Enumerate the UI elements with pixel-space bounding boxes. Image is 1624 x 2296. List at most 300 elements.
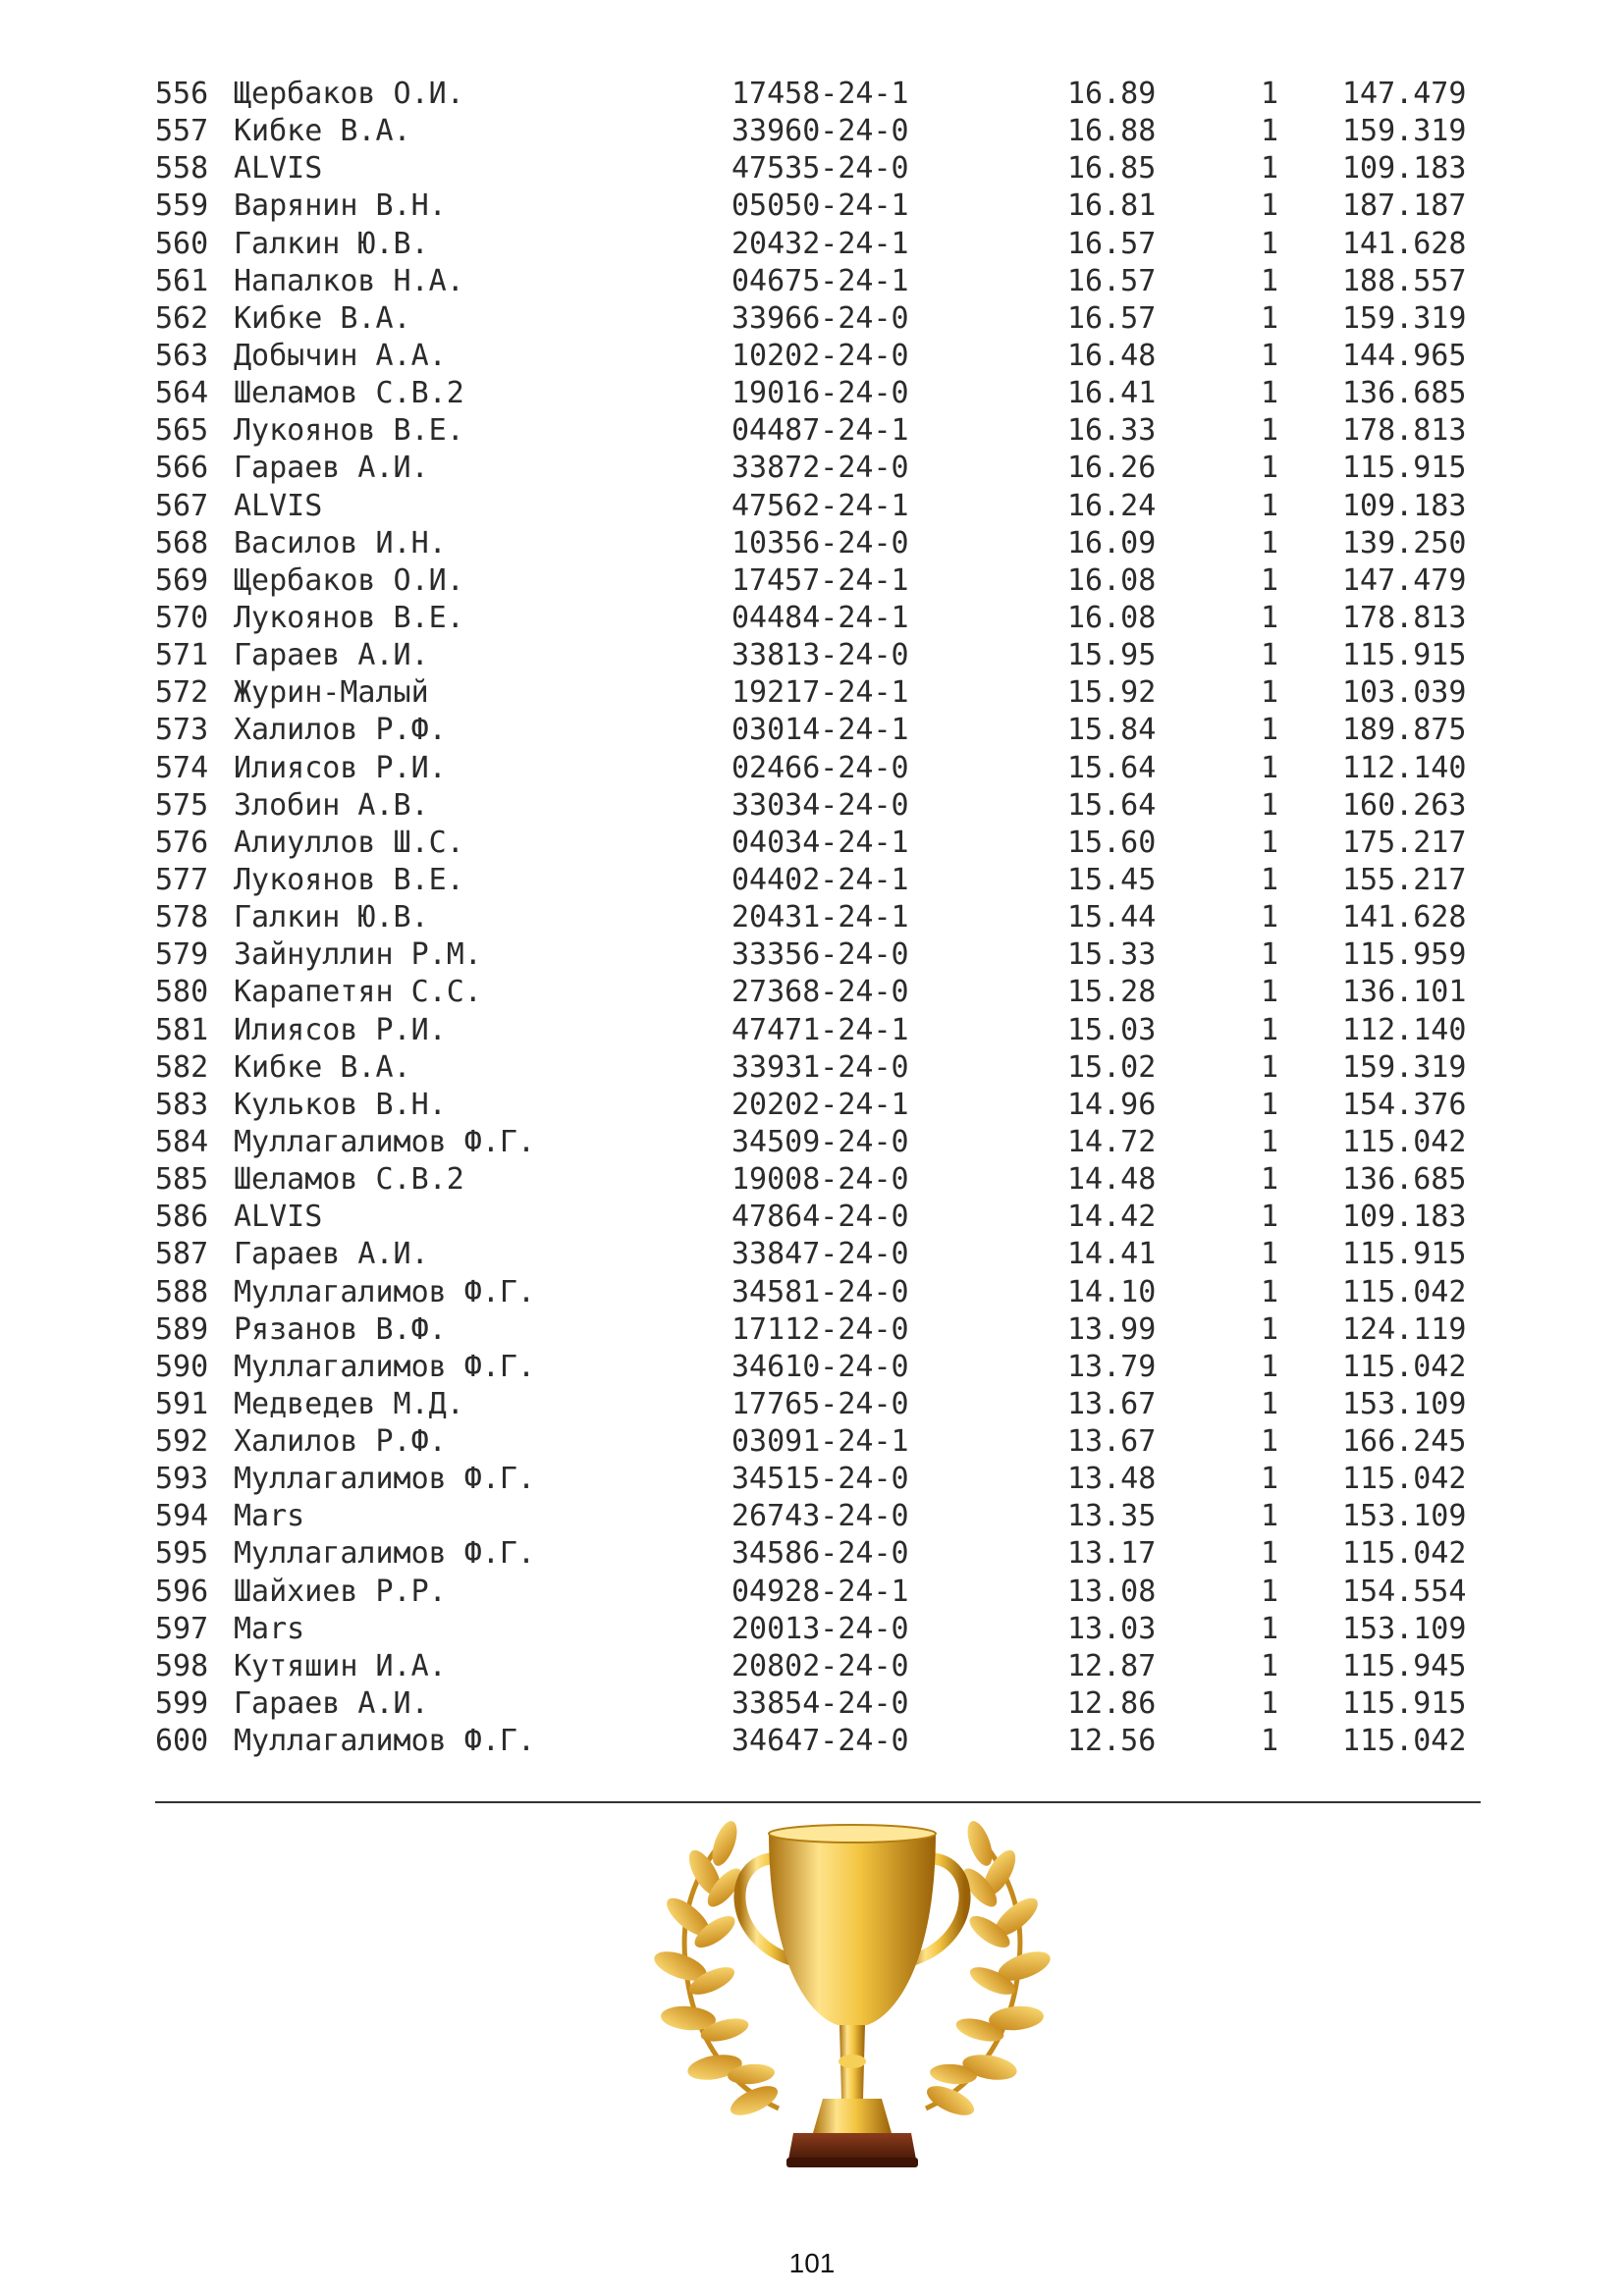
result-num: 579: [155, 937, 209, 973]
result-rating: 115.042: [1342, 1724, 1467, 1759]
result-row: [155, 1274, 1481, 1311]
result-code: 47535-24-0: [731, 151, 909, 187]
separator-line: [155, 1801, 1481, 1803]
result-code: 27368-24-0: [731, 975, 909, 1010]
result-count: 1: [1261, 1648, 1279, 1683]
result-count: 1: [1261, 1124, 1279, 1159]
result-row: [155, 1461, 1481, 1498]
result-rating: 153.109: [1342, 1386, 1467, 1421]
result-row: [155, 375, 1481, 412]
result-score: 13.17: [1067, 1536, 1157, 1572]
result-name: Mars: [234, 1611, 305, 1646]
result-score: 16.81: [1067, 188, 1157, 224]
result-score: 15.64: [1067, 750, 1157, 785]
result-code: 04928-24-1: [731, 1574, 909, 1609]
result-num: 593: [155, 1462, 209, 1497]
result-score: 16.09: [1067, 525, 1157, 561]
result-name: Зайнуллин Р.М.: [234, 937, 482, 973]
result-code: 47864-24-0: [731, 1200, 909, 1235]
result-count: 1: [1261, 376, 1279, 411]
result-num: 560: [155, 226, 209, 261]
result-rating: 144.965: [1342, 338, 1467, 373]
result-name: Лукоянов В.Е.: [234, 862, 464, 897]
result-name: Алиуллов Ш.С.: [234, 825, 464, 860]
result-num: 566: [155, 451, 209, 486]
result-row: [155, 1087, 1481, 1124]
result-name: Лукоянов В.Е.: [234, 413, 464, 449]
result-name: Василов И.Н.: [234, 525, 447, 561]
result-code: 47562-24-1: [731, 488, 909, 523]
result-name: Рязанов В.Ф.: [234, 1311, 447, 1347]
result-num: 582: [155, 1049, 209, 1085]
result-score: 14.42: [1067, 1200, 1157, 1235]
result-score: 16.08: [1067, 562, 1157, 598]
result-row: [155, 1049, 1481, 1087]
result-rating: 178.813: [1342, 600, 1467, 635]
result-name: Шеламов С.В.2: [234, 1162, 464, 1198]
result-code: 04034-24-1: [731, 825, 909, 860]
result-code: 03091-24-1: [731, 1424, 909, 1460]
result-name: ALVIS: [234, 151, 323, 187]
result-name: Муллагалимов Ф.Г.: [234, 1274, 536, 1309]
result-code: 34581-24-0: [731, 1274, 909, 1309]
result-count: 1: [1261, 188, 1279, 224]
result-count: 1: [1261, 562, 1279, 598]
result-count: 1: [1261, 114, 1279, 149]
result-count: 1: [1261, 525, 1279, 561]
result-score: 15.33: [1067, 937, 1157, 973]
result-count: 1: [1261, 862, 1279, 897]
result-code: 19016-24-0: [731, 376, 909, 411]
result-rating: 115.042: [1342, 1536, 1467, 1572]
result-code: 33960-24-0: [731, 114, 909, 149]
result-num: 583: [155, 1087, 209, 1122]
result-name: Медведев М.Д.: [234, 1386, 464, 1421]
result-num: 558: [155, 151, 209, 187]
result-rating: 159.319: [1342, 1049, 1467, 1085]
result-count: 1: [1261, 1049, 1279, 1085]
result-name: Кутяшин И.А.: [234, 1648, 447, 1683]
result-score: 13.35: [1067, 1499, 1157, 1534]
result-num: 572: [155, 675, 209, 711]
result-row: [155, 936, 1481, 974]
result-code: 17112-24-0: [731, 1311, 909, 1347]
result-code: 19008-24-0: [731, 1162, 909, 1198]
result-num: 568: [155, 525, 209, 561]
result-score: 15.64: [1067, 787, 1157, 823]
result-row: [155, 338, 1481, 375]
result-score: 12.87: [1067, 1648, 1157, 1683]
result-row: [155, 1723, 1481, 1760]
result-rating: 141.628: [1342, 226, 1467, 261]
result-count: 1: [1261, 1611, 1279, 1646]
result-count: 1: [1261, 713, 1279, 748]
result-rating: 112.140: [1342, 1012, 1467, 1047]
result-count: 1: [1261, 600, 1279, 635]
result-num: 596: [155, 1574, 209, 1609]
result-name: Варянин В.Н.: [234, 188, 447, 224]
result-num: 565: [155, 413, 209, 449]
result-score: 16.89: [1067, 77, 1157, 111]
page-number: 101: [788, 2248, 836, 2278]
result-count: 1: [1261, 1574, 1279, 1609]
result-num: 589: [155, 1311, 209, 1347]
result-code: 20202-24-1: [731, 1087, 909, 1122]
result-code: 20431-24-1: [731, 900, 909, 935]
result-row: [155, 1423, 1481, 1461]
result-score: 16.26: [1067, 451, 1157, 486]
result-score: 13.67: [1067, 1424, 1157, 1460]
result-row: [155, 974, 1481, 1011]
result-count: 1: [1261, 675, 1279, 711]
result-count: 1: [1261, 338, 1279, 373]
result-code: 17457-24-1: [731, 562, 909, 598]
result-rating: 115.915: [1342, 1686, 1467, 1722]
result-name: Кульков В.Н.: [234, 1087, 447, 1122]
result-name: Муллагалимов Ф.Г.: [234, 1124, 536, 1159]
result-code: 33854-24-0: [731, 1686, 909, 1722]
result-num: 591: [155, 1386, 209, 1421]
result-row: [155, 562, 1481, 600]
result-score: 12.56: [1067, 1724, 1157, 1759]
result-rating: 154.554: [1342, 1574, 1467, 1609]
result-name: Кибке В.А.: [234, 114, 411, 149]
result-name: Илиясов Р.И.: [234, 1012, 447, 1047]
result-rating: 141.628: [1342, 900, 1467, 935]
result-name: ALVIS: [234, 488, 323, 523]
result-rating: 112.140: [1342, 750, 1467, 785]
result-num: 570: [155, 600, 209, 635]
result-code: 47471-24-1: [731, 1012, 909, 1047]
result-num: 574: [155, 750, 209, 785]
result-rating: 153.109: [1342, 1611, 1467, 1646]
result-rating: 115.915: [1342, 1237, 1467, 1272]
result-row: [155, 1648, 1481, 1685]
result-row: [155, 450, 1481, 487]
results-list: [155, 76, 1481, 1760]
result-count: 1: [1261, 825, 1279, 860]
result-score: 14.41: [1067, 1237, 1157, 1272]
result-score: 13.79: [1067, 1349, 1157, 1384]
result-count: 1: [1261, 900, 1279, 935]
result-row: [155, 1685, 1481, 1723]
result-name: Кибке В.А.: [234, 1049, 411, 1085]
result-row: [155, 1498, 1481, 1535]
result-score: 15.02: [1067, 1049, 1157, 1085]
result-rating: 136.685: [1342, 1162, 1467, 1198]
result-count: 1: [1261, 787, 1279, 823]
result-num: 599: [155, 1686, 209, 1722]
result-score: 16.57: [1067, 300, 1157, 336]
result-num: 584: [155, 1124, 209, 1159]
result-rating: 136.685: [1342, 376, 1467, 411]
result-rating: 187.187: [1342, 188, 1467, 224]
result-rating: 159.319: [1342, 300, 1467, 336]
result-count: 1: [1261, 1274, 1279, 1309]
result-name: Халилов Р.Ф.: [234, 713, 447, 748]
result-score: 14.48: [1067, 1162, 1157, 1198]
result-count: 1: [1261, 1686, 1279, 1722]
result-code: 20432-24-1: [731, 226, 909, 261]
result-name: Галкин Ю.В.: [234, 226, 429, 261]
result-count: 1: [1261, 1349, 1279, 1384]
result-row: [155, 1386, 1481, 1423]
result-count: 1: [1261, 937, 1279, 973]
result-count: 1: [1261, 1536, 1279, 1572]
result-row: [155, 600, 1481, 637]
result-num: 580: [155, 975, 209, 1010]
result-num: 590: [155, 1349, 209, 1384]
result-rating: 160.263: [1342, 787, 1467, 823]
result-num: 598: [155, 1648, 209, 1683]
result-name: Галкин Ю.В.: [234, 900, 429, 935]
result-row: [155, 862, 1481, 899]
result-count: 1: [1261, 1200, 1279, 1235]
result-num: 575: [155, 787, 209, 823]
result-count: 1: [1261, 226, 1279, 261]
result-num: 594: [155, 1499, 209, 1534]
result-name: Гараев А.И.: [234, 638, 429, 673]
result-code: 34515-24-0: [731, 1462, 909, 1497]
result-name: Муллагалимов Ф.Г.: [234, 1724, 536, 1759]
result-name: Шайхиев Р.Р.: [234, 1574, 447, 1609]
result-score: 15.84: [1067, 713, 1157, 748]
result-score: 13.99: [1067, 1311, 1157, 1347]
result-row: [155, 1124, 1481, 1161]
result-num: 587: [155, 1237, 209, 1272]
result-code: 10356-24-0: [731, 525, 909, 561]
result-score: 16.57: [1067, 263, 1157, 298]
result-row: [155, 750, 1481, 787]
result-row: [155, 637, 1481, 674]
result-count: 1: [1261, 1724, 1279, 1759]
result-rating: 178.813: [1342, 413, 1467, 449]
result-score: 16.85: [1067, 151, 1157, 187]
result-num: 561: [155, 263, 209, 298]
result-score: 14.10: [1067, 1274, 1157, 1309]
result-rating: 115.042: [1342, 1462, 1467, 1497]
result-num: 569: [155, 562, 209, 598]
result-code: 34647-24-0: [731, 1724, 909, 1759]
result-rating: 103.039: [1342, 675, 1467, 711]
result-code: 33931-24-0: [731, 1049, 909, 1085]
result-row: [155, 525, 1481, 562]
result-row: [155, 1161, 1481, 1199]
result-name: Гараев А.И.: [234, 451, 429, 486]
result-count: 1: [1261, 300, 1279, 336]
result-name: Журин-Малый: [234, 675, 429, 711]
result-code: 33847-24-0: [731, 1237, 909, 1272]
result-num: 567: [155, 488, 209, 523]
result-name: Карапетян С.С.: [234, 975, 482, 1010]
result-code: 26743-24-0: [731, 1499, 909, 1534]
result-code: 04675-24-1: [731, 263, 909, 298]
result-row: [155, 150, 1481, 187]
result-name: Халилов Р.Ф.: [234, 1424, 447, 1460]
trophy-cup: [739, 1825, 964, 2167]
result-row: [155, 1012, 1481, 1049]
result-code: 02466-24-0: [731, 750, 909, 785]
result-code: 33966-24-0: [731, 300, 909, 336]
result-num: 578: [155, 900, 209, 935]
result-row: [155, 787, 1481, 825]
result-rating: 139.250: [1342, 525, 1467, 561]
result-count: 1: [1261, 1012, 1279, 1047]
result-name: Лукоянов В.Е.: [234, 600, 464, 635]
result-count: 1: [1261, 638, 1279, 673]
result-count: 1: [1261, 488, 1279, 523]
result-count: 1: [1261, 77, 1279, 111]
result-count: 1: [1261, 1462, 1279, 1497]
result-rating: 154.376: [1342, 1087, 1467, 1122]
result-code: 33034-24-0: [731, 787, 909, 823]
result-row: [155, 1574, 1481, 1611]
result-rating: 153.109: [1342, 1499, 1467, 1534]
result-num: 576: [155, 825, 209, 860]
result-row: [155, 412, 1481, 450]
result-code: 34509-24-0: [731, 1124, 909, 1159]
result-rating: 136.101: [1342, 975, 1467, 1010]
result-num: 563: [155, 338, 209, 373]
result-rating: 189.875: [1342, 713, 1467, 748]
result-rating: 147.479: [1342, 77, 1467, 111]
result-count: 1: [1261, 1087, 1279, 1122]
result-code: 20802-24-0: [731, 1648, 909, 1683]
result-code: 34586-24-0: [731, 1536, 909, 1572]
result-num: 600: [155, 1724, 209, 1759]
result-code: 20013-24-0: [731, 1611, 909, 1646]
result-num: 588: [155, 1274, 209, 1309]
result-row: [155, 300, 1481, 338]
result-rating: 115.959: [1342, 937, 1467, 973]
result-score: 15.03: [1067, 1012, 1157, 1047]
result-score: 15.60: [1067, 825, 1157, 860]
result-score: 16.48: [1067, 338, 1157, 373]
result-score: 16.33: [1067, 413, 1157, 449]
result-count: 1: [1261, 1237, 1279, 1272]
result-row: [155, 1311, 1481, 1349]
result-num: 559: [155, 188, 209, 224]
result-num: 585: [155, 1162, 209, 1198]
result-score: 13.03: [1067, 1611, 1157, 1646]
result-rating: 155.217: [1342, 862, 1467, 897]
result-code: 33813-24-0: [731, 638, 909, 673]
result-rating: 175.217: [1342, 825, 1467, 860]
result-row: [155, 76, 1481, 113]
result-code: 17765-24-0: [731, 1386, 909, 1421]
result-row: [155, 674, 1481, 712]
result-row: [155, 1199, 1481, 1236]
result-count: 1: [1261, 1311, 1279, 1347]
result-name: Муллагалимов Ф.Г.: [234, 1462, 536, 1497]
result-row: [155, 825, 1481, 862]
result-count: 1: [1261, 975, 1279, 1010]
result-num: 592: [155, 1424, 209, 1460]
result-row: [155, 1535, 1481, 1573]
result-code: 04484-24-1: [731, 600, 909, 635]
result-name: Злобин А.В.: [234, 787, 429, 823]
result-score: 13.67: [1067, 1386, 1157, 1421]
result-count: 1: [1261, 413, 1279, 449]
result-code: 34610-24-0: [731, 1349, 909, 1384]
result-score: 16.88: [1067, 114, 1157, 149]
result-row: [155, 1236, 1481, 1273]
result-num: 597: [155, 1611, 209, 1646]
result-num: 571: [155, 638, 209, 673]
result-score: 14.96: [1067, 1087, 1157, 1122]
result-count: 1: [1261, 750, 1279, 785]
result-rating: 115.915: [1342, 638, 1467, 673]
result-count: 1: [1261, 1162, 1279, 1198]
result-num: 595: [155, 1536, 209, 1572]
result-score: 13.08: [1067, 1574, 1157, 1609]
result-name: Щербаков О.И.: [234, 562, 464, 598]
result-row: [155, 899, 1481, 936]
result-rating: 109.183: [1342, 1200, 1467, 1235]
result-row: [155, 1611, 1481, 1648]
result-num: 586: [155, 1200, 209, 1235]
result-score: 15.92: [1067, 675, 1157, 711]
result-score: 14.72: [1067, 1124, 1157, 1159]
result-rating: 115.945: [1342, 1648, 1467, 1683]
result-score: 16.57: [1067, 226, 1157, 261]
result-row: [155, 1349, 1481, 1386]
result-name: Кибке В.А.: [234, 300, 411, 336]
result-code: 04487-24-1: [731, 413, 909, 449]
result-code: 03014-24-1: [731, 713, 909, 748]
result-score: 12.86: [1067, 1686, 1157, 1722]
result-rating: 166.245: [1342, 1424, 1467, 1460]
result-code: 10202-24-0: [731, 338, 909, 373]
result-row: [155, 113, 1481, 150]
result-num: 557: [155, 114, 209, 149]
result-rating: 124.119: [1342, 1311, 1467, 1347]
result-name: Напалков Н.А.: [234, 263, 464, 298]
result-rating: 115.042: [1342, 1274, 1467, 1309]
result-name: Муллагалимов Ф.Г.: [234, 1349, 536, 1384]
result-rating: 188.557: [1342, 263, 1467, 298]
result-rating: 115.042: [1342, 1349, 1467, 1384]
result-name: Добычин А.А.: [234, 338, 447, 373]
result-num: 562: [155, 300, 209, 336]
result-rating: 109.183: [1342, 488, 1467, 523]
result-num: 577: [155, 862, 209, 897]
result-rating: 115.042: [1342, 1124, 1467, 1159]
result-row: [155, 263, 1481, 300]
result-row: [155, 488, 1481, 525]
result-num: 573: [155, 713, 209, 748]
result-score: 15.28: [1067, 975, 1157, 1010]
result-count: 1: [1261, 263, 1279, 298]
result-row: [155, 187, 1481, 225]
result-num: 564: [155, 376, 209, 411]
result-code: 19217-24-1: [731, 675, 909, 711]
result-count: 1: [1261, 1424, 1279, 1460]
result-code: 17458-24-1: [731, 77, 909, 111]
result-score: 16.41: [1067, 376, 1157, 411]
result-name: Муллагалимов Ф.Г.: [234, 1536, 536, 1572]
result-score: 13.48: [1067, 1462, 1157, 1497]
result-num: 581: [155, 1012, 209, 1047]
result-code: 05050-24-1: [731, 188, 909, 224]
result-row: [155, 226, 1481, 263]
result-rating: 147.479: [1342, 562, 1467, 598]
result-name: Шеламов С.В.2: [234, 376, 464, 411]
result-count: 1: [1261, 1499, 1279, 1534]
result-rating: 109.183: [1342, 151, 1467, 187]
result-name: Щербаков О.И.: [234, 77, 464, 111]
result-code: 04402-24-1: [731, 862, 909, 897]
